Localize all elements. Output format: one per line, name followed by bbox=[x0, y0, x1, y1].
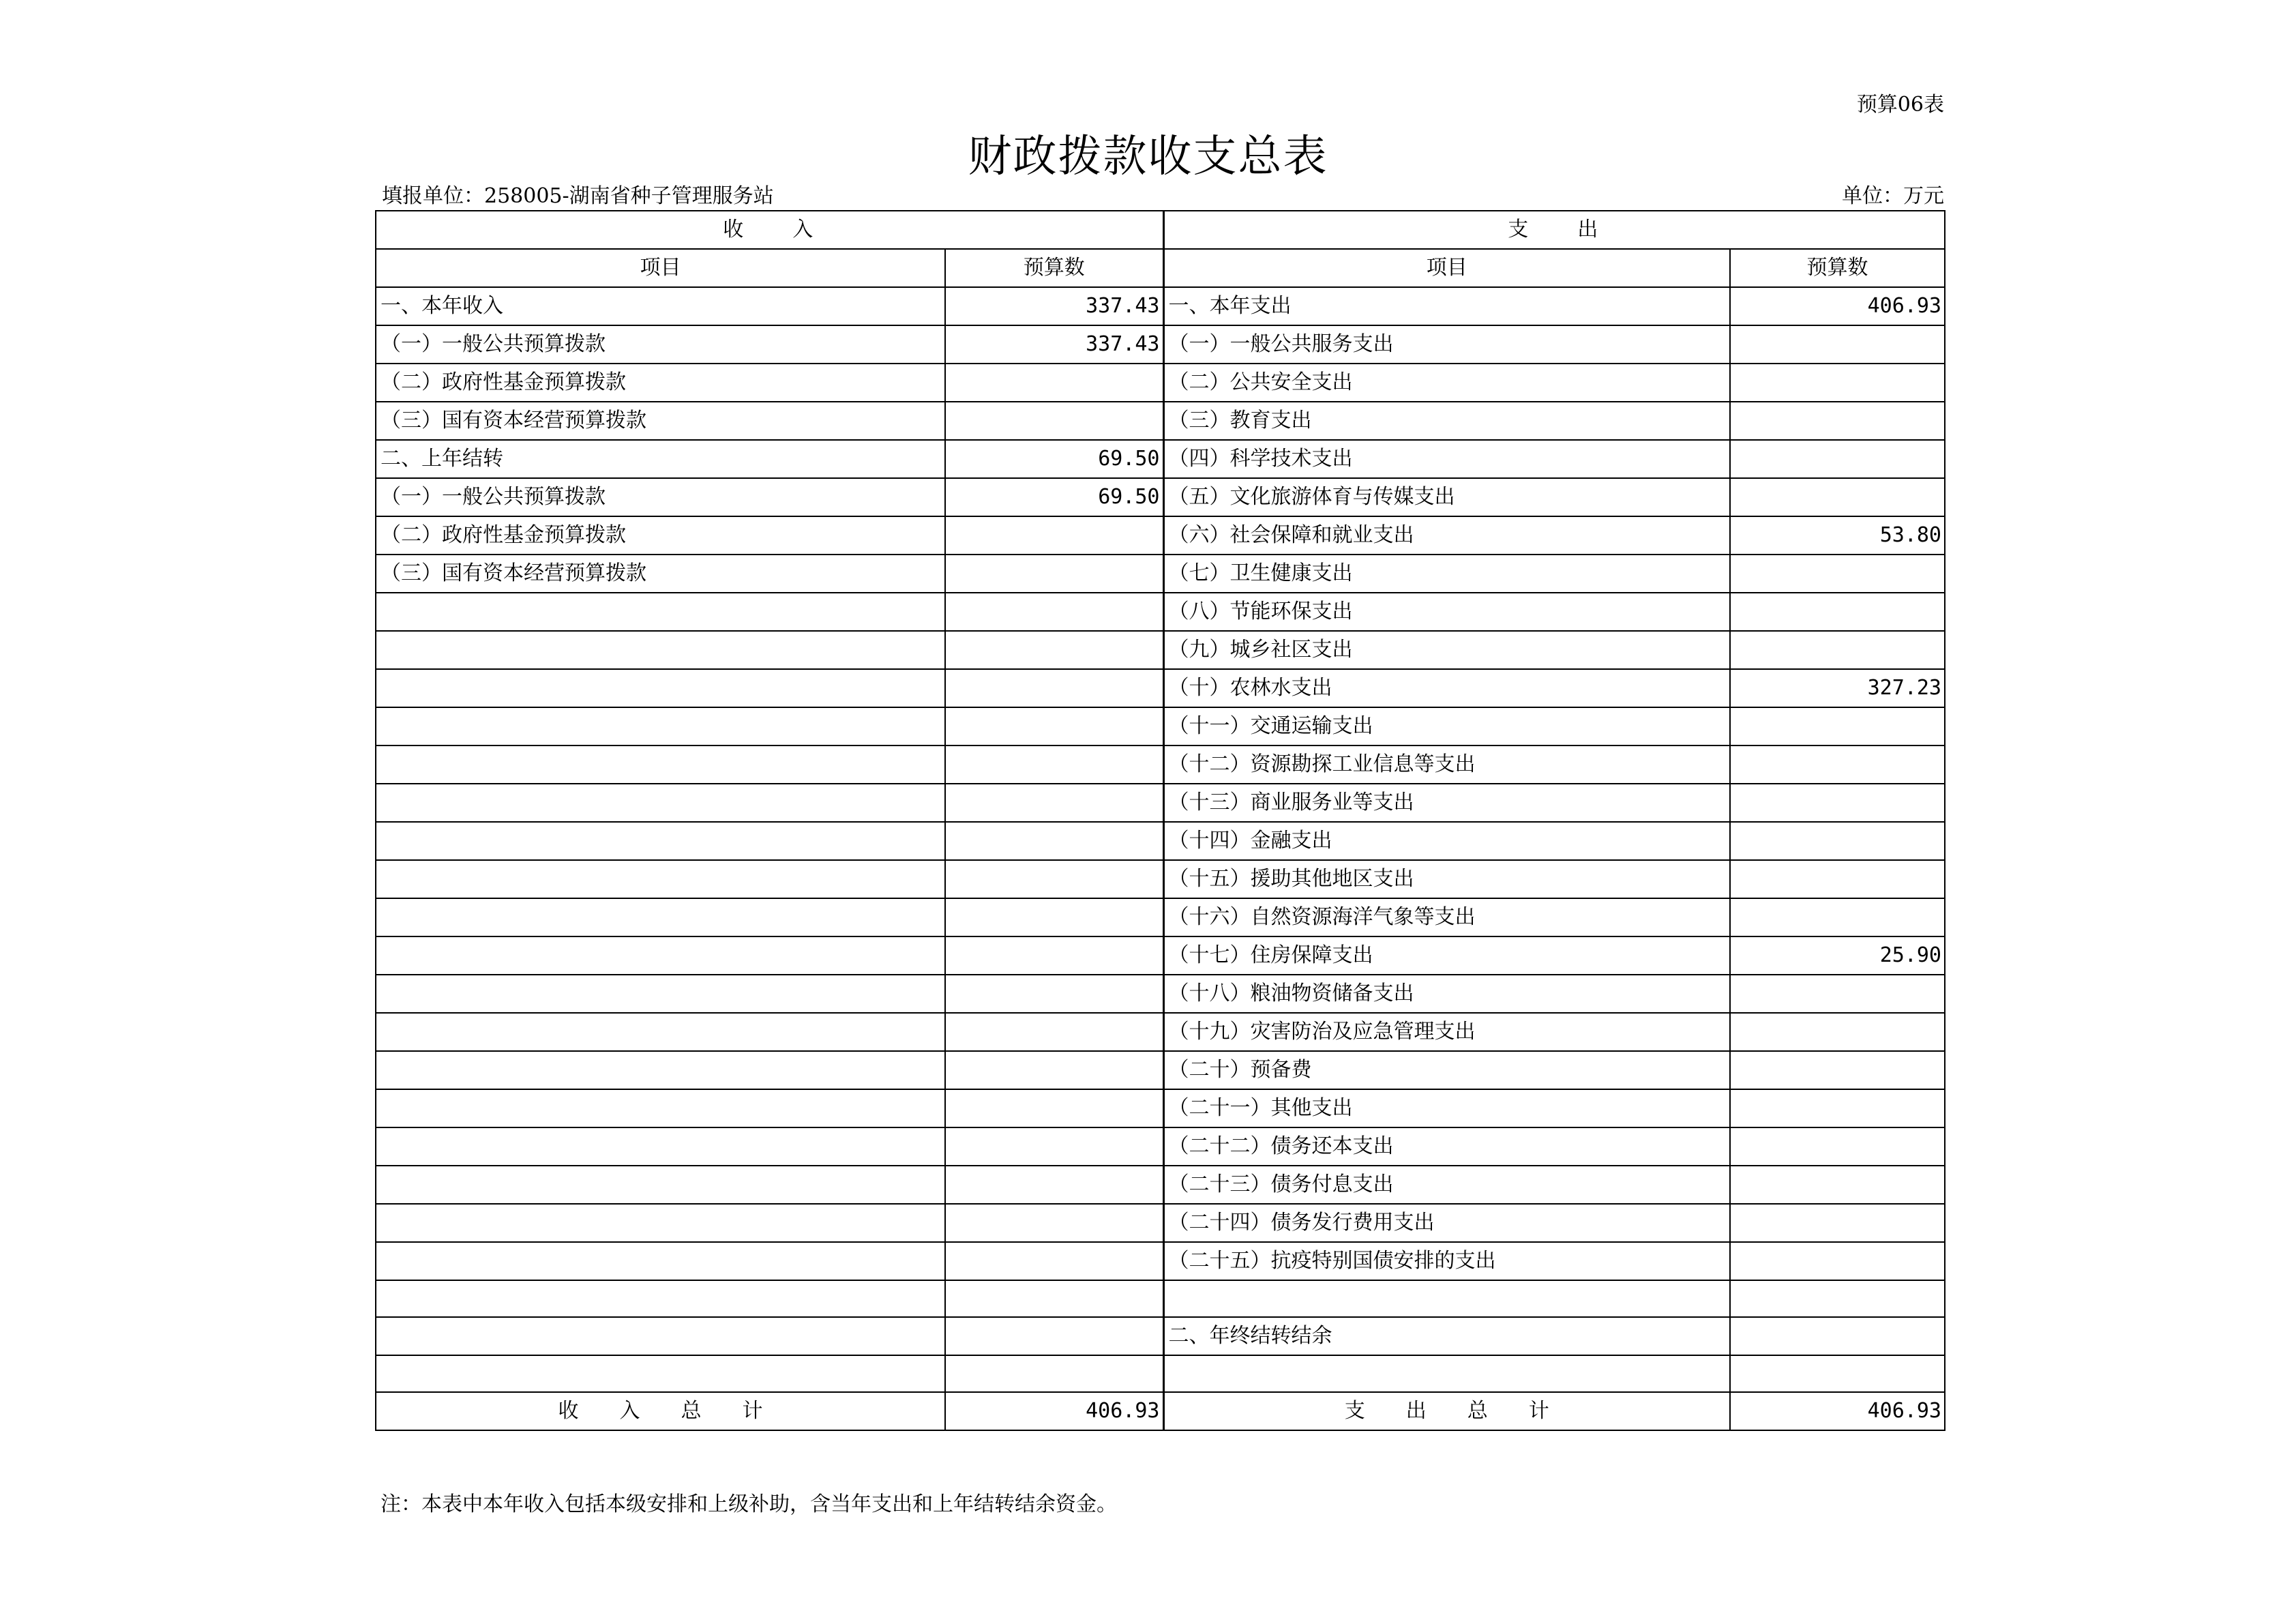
expense-value-cell bbox=[1730, 364, 1945, 402]
expense-value-cell bbox=[1730, 1280, 1945, 1317]
income-item-cell bbox=[376, 936, 945, 975]
expense-value-cell bbox=[1730, 898, 1945, 936]
income-item-cell: 二、上年结转 bbox=[376, 440, 945, 478]
income-item-cell bbox=[376, 669, 945, 707]
income-value-cell bbox=[945, 1317, 1163, 1355]
footnote: 注：本表中本年收入包括本级安排和上级补助，含当年支出和上年结转结余资金。 bbox=[381, 1492, 1117, 1516]
income-item-cell: （二）政府性基金预算拨款 bbox=[376, 516, 945, 555]
budget-table bbox=[375, 210, 1945, 1431]
income-budget-header: 预算数 bbox=[945, 249, 1163, 287]
table-row bbox=[376, 555, 1945, 593]
income-item-cell: 一、本年收入 bbox=[376, 287, 945, 325]
table-row bbox=[376, 516, 1945, 555]
income-value-cell bbox=[945, 784, 1163, 822]
expense-item-cell: （十八）粮油物资储备支出 bbox=[1163, 975, 1730, 1013]
expense-budget-header: 预算数 bbox=[1730, 249, 1945, 287]
income-value-cell bbox=[945, 669, 1163, 707]
income-section-header: 收 入 bbox=[376, 211, 1163, 249]
table-row bbox=[376, 784, 1945, 822]
expense-value-cell bbox=[1730, 784, 1945, 822]
expense-item-header: 项目 bbox=[1163, 249, 1730, 287]
income-item-cell: （一）一般公共预算拨款 bbox=[376, 478, 945, 516]
expense-value-cell bbox=[1730, 1051, 1945, 1089]
expense-value-cell bbox=[1730, 555, 1945, 593]
expense-item-cell bbox=[1163, 1280, 1730, 1317]
expense-value-cell bbox=[1730, 1355, 1945, 1392]
expense-value-cell bbox=[1730, 1166, 1945, 1204]
income-item-cell bbox=[376, 631, 945, 669]
expense-item-cell: （十四）金融支出 bbox=[1163, 822, 1730, 860]
income-value-cell bbox=[945, 1013, 1163, 1051]
table-row bbox=[376, 1013, 1945, 1051]
expense-value-cell bbox=[1730, 975, 1945, 1013]
table-row bbox=[376, 364, 1945, 402]
income-item-cell: （一）一般公共预算拨款 bbox=[376, 325, 945, 364]
table-row bbox=[376, 1280, 1945, 1317]
income-item-cell bbox=[376, 1280, 945, 1317]
expense-total-value: 406.93 bbox=[1730, 1392, 1945, 1430]
income-total-value: 406.93 bbox=[945, 1392, 1163, 1430]
income-item-cell bbox=[376, 745, 945, 784]
income-value-cell bbox=[945, 1127, 1163, 1166]
income-value-cell bbox=[945, 555, 1163, 593]
income-value-cell: 69.50 bbox=[945, 478, 1163, 516]
expense-value-cell bbox=[1730, 631, 1945, 669]
income-item-cell bbox=[376, 1013, 945, 1051]
expense-value-cell bbox=[1730, 440, 1945, 478]
table-row bbox=[376, 975, 1945, 1013]
income-item-cell bbox=[376, 1242, 945, 1280]
reporting-unit: 填报单位：258005-湖南省种子管理服务站 bbox=[382, 184, 774, 208]
income-item-cell bbox=[376, 784, 945, 822]
income-item-cell bbox=[376, 1317, 945, 1355]
income-item-cell bbox=[376, 898, 945, 936]
expense-total-label: 支 出 总 计 bbox=[1163, 1392, 1730, 1430]
expense-value-cell bbox=[1730, 325, 1945, 364]
income-item-cell bbox=[376, 1204, 945, 1242]
expense-value-cell bbox=[1730, 478, 1945, 516]
table-row bbox=[376, 1166, 1945, 1204]
income-value-cell bbox=[945, 631, 1163, 669]
table-row bbox=[376, 822, 1945, 860]
currency-unit: 单位：万元 bbox=[1842, 184, 1944, 208]
expense-item-cell: （二十四）债务发行费用支出 bbox=[1163, 1204, 1730, 1242]
expense-value-cell: 406.93 bbox=[1730, 287, 1945, 325]
income-value-cell bbox=[945, 1051, 1163, 1089]
income-value-cell bbox=[945, 936, 1163, 975]
expense-item-cell: （十五）援助其他地区支出 bbox=[1163, 860, 1730, 898]
income-value-cell bbox=[945, 1242, 1163, 1280]
expense-item-cell: （二十三）债务付息支出 bbox=[1163, 1166, 1730, 1204]
expense-item-cell: （七）卫生健康支出 bbox=[1163, 555, 1730, 593]
income-item-cell bbox=[376, 822, 945, 860]
table-row bbox=[376, 478, 1945, 516]
table-row bbox=[376, 631, 1945, 669]
income-value-cell bbox=[945, 898, 1163, 936]
table-row bbox=[376, 1051, 1945, 1089]
income-item-cell bbox=[376, 593, 945, 631]
income-value-cell bbox=[945, 364, 1163, 402]
income-item-cell: （二）政府性基金预算拨款 bbox=[376, 364, 945, 402]
expense-value-cell: 53.80 bbox=[1730, 516, 1945, 555]
expense-item-cell: （十）农林水支出 bbox=[1163, 669, 1730, 707]
expense-value-cell bbox=[1730, 1317, 1945, 1355]
column-header-row bbox=[376, 249, 1945, 287]
income-value-cell bbox=[945, 975, 1163, 1013]
income-item-cell bbox=[376, 1051, 945, 1089]
expense-item-cell: （十一）交通运输支出 bbox=[1163, 707, 1730, 745]
income-value-cell bbox=[945, 1089, 1163, 1127]
income-value-cell bbox=[945, 1166, 1163, 1204]
table-row bbox=[376, 936, 1945, 975]
expense-value-cell bbox=[1730, 707, 1945, 745]
table-row bbox=[376, 745, 1945, 784]
income-value-cell bbox=[945, 707, 1163, 745]
expense-item-cell: （二十一）其他支出 bbox=[1163, 1089, 1730, 1127]
expense-item-cell: （二十二）债务还本支出 bbox=[1163, 1127, 1730, 1166]
income-value-cell bbox=[945, 516, 1163, 555]
income-value-cell bbox=[945, 593, 1163, 631]
table-row bbox=[376, 593, 1945, 631]
expense-item-cell: （四）科学技术支出 bbox=[1163, 440, 1730, 478]
expense-item-cell: （六）社会保障和就业支出 bbox=[1163, 516, 1730, 555]
expense-item-cell: 一、本年支出 bbox=[1163, 287, 1730, 325]
expense-value-cell: 327.23 bbox=[1730, 669, 1945, 707]
expense-item-cell: （十九）灾害防治及应急管理支出 bbox=[1163, 1013, 1730, 1051]
section-header-row bbox=[376, 211, 1945, 249]
income-value-cell bbox=[945, 1280, 1163, 1317]
expense-item-cell: 二、年终结转结余 bbox=[1163, 1317, 1730, 1355]
income-item-cell bbox=[376, 707, 945, 745]
table-row bbox=[376, 1127, 1945, 1166]
table-row bbox=[376, 1317, 1945, 1355]
expense-value-cell bbox=[1730, 1242, 1945, 1280]
expense-value-cell: 25.90 bbox=[1730, 936, 1945, 975]
expense-item-cell: （十二）资源勘探工业信息等支出 bbox=[1163, 745, 1730, 784]
income-item-cell bbox=[376, 1355, 945, 1392]
income-item-header: 项目 bbox=[376, 249, 945, 287]
expense-section-header: 支 出 bbox=[1163, 211, 1945, 249]
table-row bbox=[376, 287, 1945, 325]
table-row bbox=[376, 1204, 1945, 1242]
expense-item-cell bbox=[1163, 1355, 1730, 1392]
expense-item-cell: （十六）自然资源海洋气象等支出 bbox=[1163, 898, 1730, 936]
expense-value-cell bbox=[1730, 402, 1945, 440]
table-row bbox=[376, 898, 1945, 936]
expense-item-cell: （三）教育支出 bbox=[1163, 402, 1730, 440]
income-value-cell bbox=[945, 745, 1163, 784]
income-value-cell bbox=[945, 822, 1163, 860]
table-row bbox=[376, 1242, 1945, 1280]
table-row bbox=[376, 860, 1945, 898]
income-item-cell bbox=[376, 1166, 945, 1204]
income-item-cell bbox=[376, 975, 945, 1013]
income-item-cell: （三）国有资本经营预算拨款 bbox=[376, 555, 945, 593]
expense-value-cell bbox=[1730, 822, 1945, 860]
page-title: 财政拨款收支总表 bbox=[968, 132, 1328, 182]
expense-item-cell: （五）文化旅游体育与传媒支出 bbox=[1163, 478, 1730, 516]
expense-item-cell: （二）公共安全支出 bbox=[1163, 364, 1730, 402]
table-row bbox=[376, 707, 1945, 745]
table-row bbox=[376, 1355, 1945, 1392]
income-value-cell bbox=[945, 1355, 1163, 1392]
income-item-cell: （三）国有资本经营预算拨款 bbox=[376, 402, 945, 440]
expense-item-cell: （二十五）抗疫特别国债安排的支出 bbox=[1163, 1242, 1730, 1280]
income-value-cell bbox=[945, 1204, 1163, 1242]
expense-value-cell bbox=[1730, 1013, 1945, 1051]
income-value-cell bbox=[945, 402, 1163, 440]
expense-item-cell: （九）城乡社区支出 bbox=[1163, 631, 1730, 669]
table-row bbox=[376, 669, 1945, 707]
expense-value-cell bbox=[1730, 593, 1945, 631]
income-item-cell bbox=[376, 860, 945, 898]
expense-value-cell bbox=[1730, 1127, 1945, 1166]
form-code: 预算06表 bbox=[1856, 93, 1944, 117]
table-row bbox=[376, 440, 1945, 478]
income-total-label: 收 入 总 计 bbox=[376, 1392, 945, 1430]
expense-value-cell bbox=[1730, 745, 1945, 784]
income-value-cell: 69.50 bbox=[945, 440, 1163, 478]
income-value-cell: 337.43 bbox=[945, 325, 1163, 364]
expense-item-cell: （十三）商业服务业等支出 bbox=[1163, 784, 1730, 822]
expense-value-cell bbox=[1730, 1204, 1945, 1242]
expense-item-cell: （十七）住房保障支出 bbox=[1163, 936, 1730, 975]
expense-value-cell bbox=[1730, 860, 1945, 898]
table-row bbox=[376, 1089, 1945, 1127]
income-value-cell bbox=[945, 860, 1163, 898]
totals-row bbox=[376, 1392, 1945, 1430]
income-value-cell: 337.43 bbox=[945, 287, 1163, 325]
expense-value-cell bbox=[1730, 1089, 1945, 1127]
expense-item-cell: （八）节能环保支出 bbox=[1163, 593, 1730, 631]
expense-item-cell: （一）一般公共服务支出 bbox=[1163, 325, 1730, 364]
table-row bbox=[376, 325, 1945, 364]
income-item-cell bbox=[376, 1127, 945, 1166]
expense-item-cell: （二十）预备费 bbox=[1163, 1051, 1730, 1089]
income-item-cell bbox=[376, 1089, 945, 1127]
table-row bbox=[376, 402, 1945, 440]
